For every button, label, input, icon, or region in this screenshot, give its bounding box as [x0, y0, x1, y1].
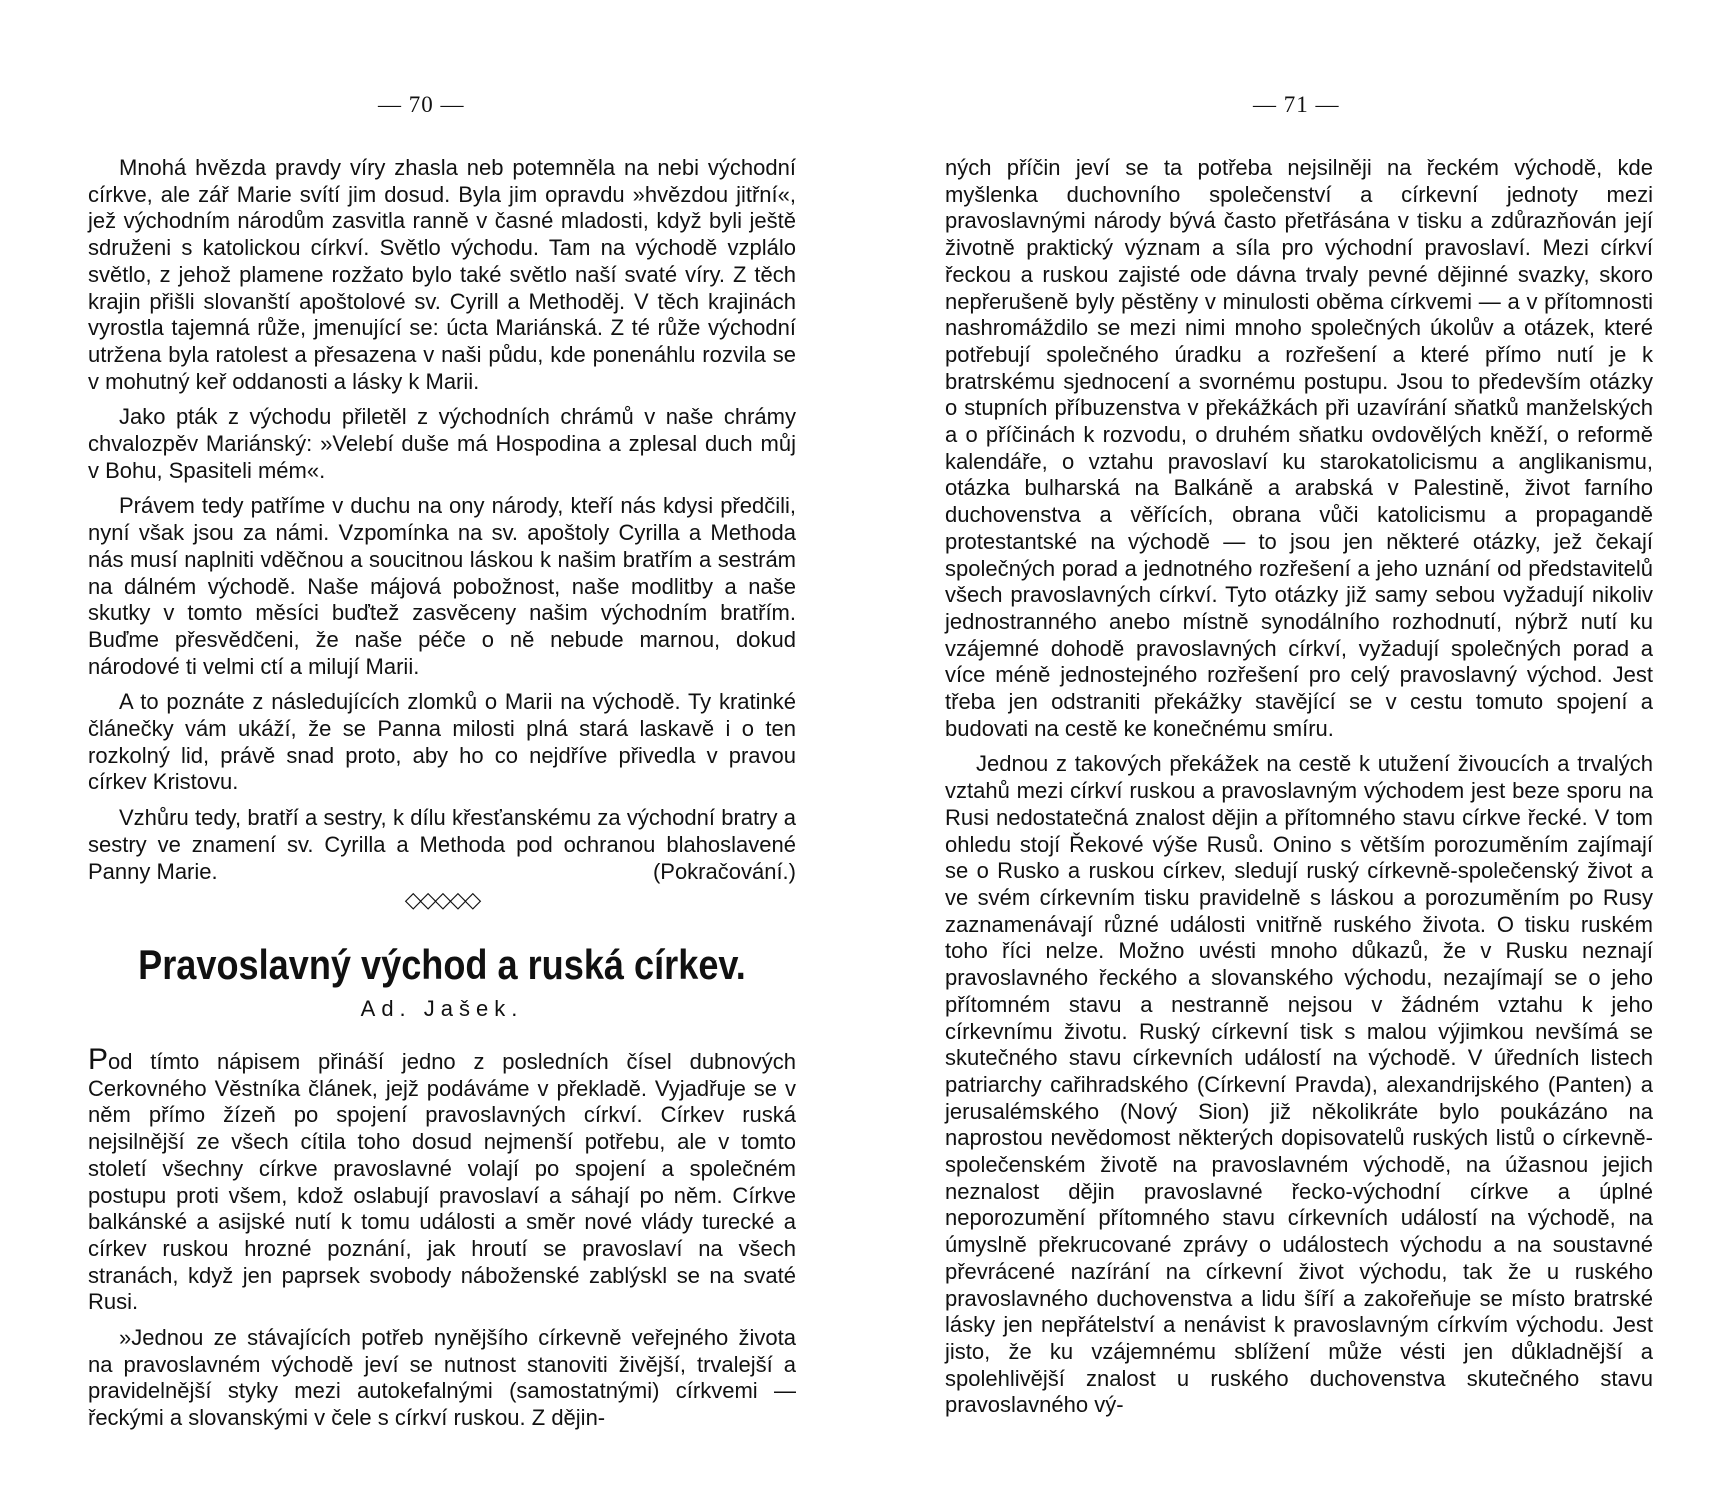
article-paragraph-text: od tímto nápisem přináší jedno z posledních čísel dubnových Cerkovného Věstníka článek, jejž podáváme v překladě. Vyjadřuje se v něm přímo žízeň po spojení pravoslavných církví. Církev ruská nejsilnější ze všech cítila toho dosud nejmenší potřebu, ale v tomto století všechny církve pravoslavné volají po spojení a společném postupu proti všem, kdož oslabují pravoslaví a sáhají po něm. Církve balkánské a asijské nutí k tomu události a směr nové vlády turecké a církev ruskou hrozné poznání, jak hroutí se pravoslaví na všech stranách, když jen paprsek svobody náboženské zablýskl se na svaté Rusi.: [88, 1048, 796, 1315]
paragraph: Mnohá hvězda pravdy víry zhasla neb potemněla na nebi východní církve, ale zář Marie svítí jim dosud. Byla jim opravdu »hvězdou jitřní«, jež východním národům zasvitla ranně v časné mladosti, když byli ještě sdruženi s katolickou církví. Světlo východu. Tam na východě vzplálo světlo, z jehož plamene rozžato bylo také světlo naší svaté víry. Z těch krajin přišli slovanští apoštolové sv. Cyrill a Methoděj. V těch krajinách vyrostla tajemná růže, jmenující se: úcta Mariánská. Z té růže východní utržena byla ratolest a přesazena v naši půdu, kde ponenáhlu rozvila se v mohutný keř oddanosti a lásky k Marii.: [88, 155, 796, 394]
drop-cap: P: [88, 1042, 109, 1076]
article-author: Ad. Jašek.: [360, 996, 524, 1022]
text-column: [88, 155, 796, 1441]
page-number: — 70 —: [378, 92, 465, 117]
text-column: [945, 155, 1653, 1428]
closing-paragraph: [88, 805, 796, 885]
paragraph: Právem tedy patříme v duchu na ony národy, kteří nás kdysi předčili, nyní však jsou za námi. Vzpomínka na sv. apoštoly Cyrilla a Methoda nás musí naplniti vděčnou a soucitnou láskou k našim bratřím a sestrám na dálném východě. Naše májová pobožnost, naše modlitby a naše skutky v tomto měsíci buďtež zasvěceny našim východním bratřím. Buďme přesvědčeni, že naše péče o ně nebude marnou, dokud národové ti velmi ctí a milují Marii.: [88, 493, 796, 679]
right-page: [863, 0, 1726, 1500]
paragraph: ných příčin jeví se ta potřeba nejsilněji na řeckém východě, kde myšlenka duchovního společenství a církevní jednoty mezi pravoslavnými národy bývá často přetřásána v tisku a zdůrazňován její životně praktický význam a síla pro východní pravoslaví. Mezi církví řeckou a ruskou zajisté ode dávna trvaly pevné dějinné svazky, skoro nepřerušeně byly pěstěny v minulosti oběma církvemi — a v přítomnosti nashromáždilo se mezi nimi mnoho společných úkolův a otázek, které potřebují společného úradku a rozřešení a které přímo nutí je k bratrskému sjednocení a svornému postupu. Jsou to především otázky o stupních příbuzenstva v překážkách při uzavírání sňatků manželských a o příčinách k rozvodu, o druhém sňatku ovdovělých kněží, o reformě kalendáře, o vztahu pravoslaví ku starokatolicismu a anglikanismu, otázka bulharská na Balkáně a arabská v Palestině, život farního duchovenstva a věřících, obrana vůči katolicismu a propagandě protestantské na východě — to jsou jen některé otázky, jež čekají společných porad a jednotného rozřešení a jeho uznání od představitelů všech pravoslavných církví. Tyto otázky již samy sebou vyžadují nikoliv jednostranného anebo místně synodálního rozhodnutí, nýbrž nutí ku vzájemné dohodě pravoslavných církví, vyžadují společných porad a více méně jednostejného rozřešení pro celý pravoslavný východ. Jest třeba jen odstraniti překážky stavějící se v cestu tomuto spojení a budovati na cestě ke konečnému smíru.: [945, 155, 1653, 741]
article-paragraph: [88, 1042, 796, 1316]
article-paragraph: »Jednou ze stávajících potřeb nynějšího církevně veřejného života na pravoslavném východě jeví se nutnost stanoviti živější, trvalejší a pravidelnější styky mezi autokefalnými (samostatnými) církvemi — řeckými a slovanskými v čele s církví ruskou. Z dějin-: [88, 1325, 796, 1431]
paragraph: Jako pták z východu přiletěl z východních chrámů v naše chrámy chvalozpěv Mariánský: »Velebí duše má Hospodina a zplesal duch můj v Bohu, Spasiteli mém«.: [88, 404, 796, 483]
paragraph: A to poznáte z následujících zlomků o Marii na východě. Ty kratinké článečky vám ukáží, že se Panna milosti plná stará laskavě i o ten rozkolný lid, právě snad proto, aby ho co nejdříve přivedla v pravou církev Kristovu.: [88, 689, 796, 795]
ornament-divider: ◇◇◇◇◇: [404, 887, 480, 913]
page-number: — 71 —: [1253, 92, 1340, 117]
closing-paragraph-text: Vzhůru tedy, bratří a sestry, k dílu křesťanskému za východní bratry a sestry ve znamení sv. Cyrilla a Methoda pod ochranou blahoslavené Panny Marie.: [88, 805, 796, 884]
article-title: Pravoslavný východ a ruská církev.: [138, 941, 746, 989]
continued-note: (Pokračování.): [652, 858, 796, 884]
paragraph: Jednou z takových překážek na cestě k utužení živoucích a trvalých vztahů mezi církví ruskou a pravoslavným východem jest beze sporu na Rusi nedostatečná znalost dějin a přítomného stavu církve řecké. V tom ohledu stojí Řekové výše Rusů. Onino s větším porozuměním zajímají se o Rusko a ruskou církev, sledují ruský církevně-společenský život a ve svém církevním tisku pravidelně s láskou a porozuměním po Rusy zaznamenávají různé události vnitřně ruského života. O tisku ruském toho říci nelze. Možno uvésti mnoho důkazů, že v Rusku neznají pravoslavného řeckého a slovanského východu, nezajímají se o jeho přítomném stavu a nestranně nejsou v žádném vztahu k jeho církevnímu životu. Ruský církevní tisk s malou výjimkou nevšímá se skutečného stavu církevních událostí na východě. V úředních listech patriarchy cařihradského (Církevní Pravda), alexandrijského (Panten) a jerusalémského (Nový Sion) již několikráte bylo poukázáno na naprostou nevědomost některých dopisovatelů ruských listů o církevně-společenském životě na pravoslavném východě, na úžasnou jejich neznalost dějin pravoslavné řecko-východní církve a úplné neporozumění přítomného stavu církevních událostí na východě, na úmyslně překrucované zprávy o událostech východu a na soustavné převrácené nazírání na církevní život východu, tak že u ruského pravoslavného duchovenstva a lidu šíří a zakořeňuje se místo bratrské lásky jen nepřátelství a nenávist k pravoslavným církvím východu. Jest jisto, že ku vzájemnému sblížení může vésti jen důkladnější a spolehlivější znalost u ruského duchovenstva skutečného stavu pravoslavného vý-: [945, 751, 1653, 1418]
